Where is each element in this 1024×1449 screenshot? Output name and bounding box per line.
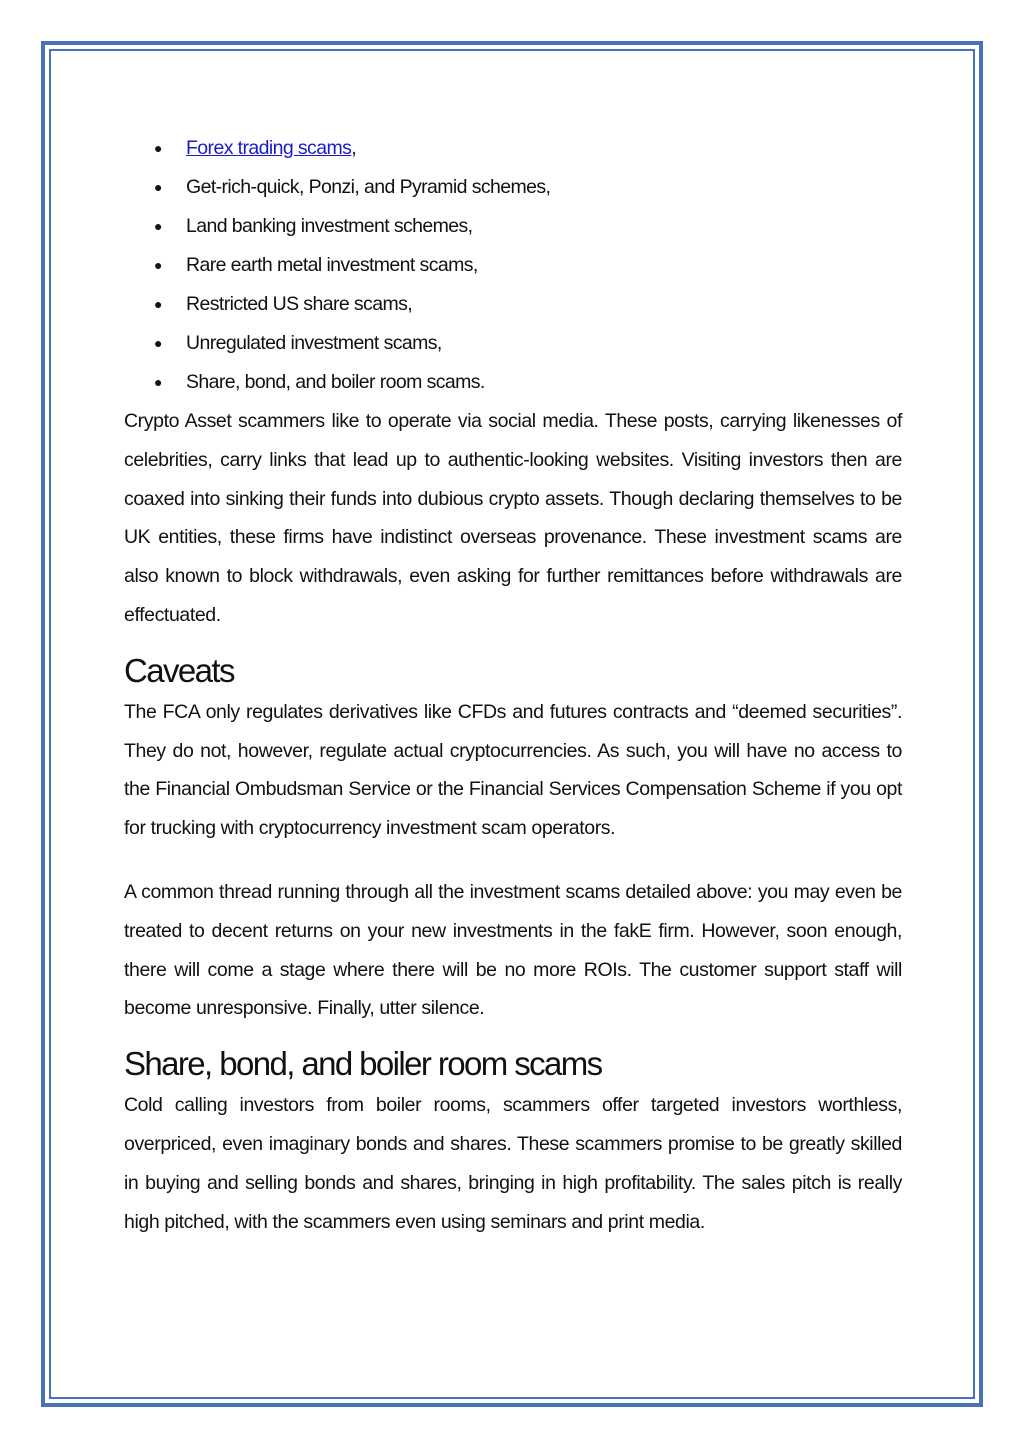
document-content bbox=[124, 129, 902, 1241]
scam-type-list bbox=[124, 129, 902, 402]
list-item bbox=[124, 168, 902, 207]
bullet-icon: ● bbox=[154, 257, 162, 273]
bullet-icon: ● bbox=[154, 296, 162, 312]
list-item-text: Land banking investment schemes, bbox=[186, 215, 473, 237]
bullet-icon: ● bbox=[154, 179, 162, 195]
list-item-suffix: , bbox=[351, 137, 357, 159]
list-item-text: Rare earth metal investment scams, bbox=[186, 254, 478, 276]
share-bond-heading: Share, bond, and boiler room scams bbox=[124, 1045, 602, 1083]
bullet-icon: ● bbox=[154, 140, 162, 156]
crypto-asset-paragraph: Crypto Asset scammers like to operate via social media. These posts, carrying likenesses of celebrities, carry links that lead up to authentic-looking websites. Visiting investors then are coaxed into sinking their funds into dubious crypto assets. Though declaring themselves to be UK entities, these firms have indistinct overseas provenance. These investment scams are also known to block withdrawals, even asking for further remittances before withdrawals are effectuated. bbox=[124, 410, 902, 626]
forex-trading-scams-link[interactable]: Forex trading scams bbox=[186, 137, 352, 159]
list-item bbox=[124, 207, 902, 246]
list-item bbox=[124, 363, 902, 402]
list-item bbox=[124, 129, 902, 168]
bullet-icon: ● bbox=[154, 335, 162, 351]
list-item bbox=[124, 324, 902, 363]
list-item-text: Get-rich-quick, Ponzi, and Pyramid schemes, bbox=[186, 176, 551, 198]
common-thread-paragraph: A common thread running through all the investment scams detailed above: you may even be treated to decent returns on your new investments in the fakE firm. However, soon enough, there will come a stage where there will be no more ROIs. The customer support staff will become unresponsive. Finally, utter silence. bbox=[124, 880, 902, 1020]
bullet-icon: ● bbox=[154, 218, 162, 234]
list-item-text: Restricted US share scams, bbox=[186, 293, 413, 315]
list-item bbox=[124, 246, 902, 285]
list-item-text: Share, bond, and boiler room scams. bbox=[186, 371, 485, 393]
list-item bbox=[124, 285, 902, 324]
share-bond-paragraph: Cold calling investors from boiler rooms, scammers offer targeted investors worthless, overpriced, even imaginary bonds and shares. These scammers promise to be greatly skilled in buying and selling bonds and shares, bringing in high profitability. The sales pitch is really high pitched, with the scammers even using seminars and print media. bbox=[124, 1094, 902, 1233]
bullet-icon: ● bbox=[154, 374, 162, 390]
list-item-text: Unregulated investment scams, bbox=[186, 332, 442, 354]
caveats-paragraph: The FCA only regulates derivatives like CFDs and futures contracts and “deemed securities”. They do not, however, regulate actual cryptocurrencies. As such, you will have no access to the Financial Ombudsman Service or the Financial Services Compensation Scheme if you opt for trucking with cryptocurrency investment scam operators. bbox=[124, 700, 902, 840]
caveats-heading: Caveats bbox=[124, 651, 234, 689]
